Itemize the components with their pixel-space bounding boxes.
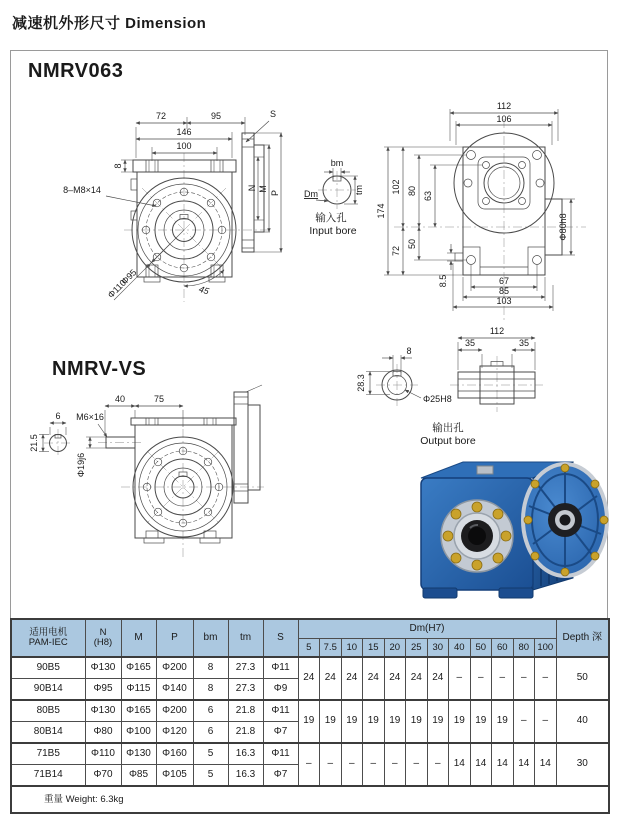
dim-95: 95 [210,111,222,121]
depth-40: 40 [556,700,609,743]
header-dm-h7: Dm(H7) [298,619,556,639]
weight-row [11,786,609,813]
thread-callout: M6×16 [76,412,104,422]
weight-note: 重量 Weight: 6.3kg [11,786,609,813]
dm-sub-60: 60 [492,639,514,658]
dim-8-key: 8 [406,346,412,356]
front-view-drawing [18,95,310,340]
label-dm: Dm [304,189,318,199]
depth-50: 50 [556,657,609,700]
dim-8: 8 [113,163,123,169]
dim-102: 102 [391,179,401,195]
header-bm: bm [193,619,228,657]
dm-sub-7-5: 7.5 [320,639,342,658]
table-row: 90B5 Φ130 Φ165 Φ200 8 27.3 Φ11 24 24 24 24 24 24 24 – – – – – 50 [11,657,609,679]
dim-35b: 35 [518,338,530,348]
table-row: 90B14 Φ95 Φ115 Φ140 8 27.3 Φ9 [11,679,609,701]
label-s: S [269,109,277,119]
output-bore-label-cn: 输出孔 [432,422,464,434]
dm-sub-25: 25 [406,639,428,658]
dim-72b: 72 [391,245,401,257]
vs-view-drawing [18,385,318,615]
dim-6: 6 [55,411,61,421]
dim-112: 112 [496,101,512,111]
dm-sub-50: 50 [470,639,492,658]
output-bore-drawing [328,328,613,453]
header-m: M [121,619,156,657]
bolt-callout: 8–M8×14 [63,185,101,195]
dim-67: 67 [498,276,510,286]
dim-174: 174 [376,203,386,219]
table-row: 71B5 Φ110 Φ130 Φ160 5 16.3 Φ11 – – – – – – – 14 14 14 14 14 30 [11,743,609,765]
side-view-drawing [300,95,610,345]
dm-sub-30: 30 [427,639,449,658]
model-name: NMRV063 [28,60,124,82]
input-bore-label-cn: 输入孔 [315,212,347,224]
header-p: P [156,619,193,657]
dm-sub-80: 80 [513,639,535,658]
dim-146: 146 [176,127,192,137]
dim-106: 106 [496,114,512,124]
vs-model-name: NMRV-VS [52,358,147,380]
dim-100: 100 [176,141,192,151]
dim-75: 75 [153,394,165,404]
dim-80: 80 [407,185,417,197]
header-tm: tm [228,619,263,657]
dim-63: 63 [423,190,433,202]
dm-sub-10: 10 [341,639,363,658]
label-n: N [247,184,257,192]
table-row: 71B14 Φ70 Φ85 Φ105 5 16.3 Φ7 [11,765,609,787]
dim-103: 103 [496,296,512,306]
dim-8-5: 8.5 [438,274,448,288]
table-row: 80B5 Φ130 Φ165 Φ200 6 21.8 Φ11 19 19 19 19 19 19 19 19 19 19 – – 40 [11,700,609,722]
output-bore-label-en: Output bore [420,435,476,447]
dia-25h8: Φ25H8 [423,394,452,404]
label-bm: bm [330,158,344,168]
spec-table [10,618,610,814]
input-bore-label-en: Input bore [309,225,357,237]
label-tm: tm [354,185,364,195]
dim-28-3: 28.3 [356,374,366,392]
dim-35a: 35 [464,338,476,348]
dm-sub-5: 5 [298,639,320,658]
header-pam-iec: 适用电机 PAM-IEC [11,619,85,657]
dm-sub-15: 15 [363,639,385,658]
dm-sub-100: 100 [535,639,557,658]
dia-19j6: Φ19j6 [76,452,86,478]
table-row: 80B14 Φ80 Φ100 Φ120 6 21.8 Φ7 [11,722,609,744]
header-depth: Depth 深 [556,619,609,657]
page-title: 减速机外形尺寸 Dimension [12,15,207,32]
header-s: S [263,619,298,657]
dim-40: 40 [114,394,126,404]
dim-72: 72 [155,111,167,121]
dm-sub-20: 20 [384,639,406,658]
dm-sub-40: 40 [449,639,471,658]
dia-110: Φ110 [105,277,129,301]
header-n: N (H8) [85,619,121,657]
product-photo [415,448,610,606]
dim-50: 50 [407,238,417,250]
dim-85: 85 [498,286,510,296]
depth-30: 30 [556,743,609,786]
dim-21-5: 21.5 [29,434,39,452]
dim-112-ob: 112 [489,326,505,336]
label-p: P [270,189,280,197]
dia-80h8: Φ80h8 [558,213,568,241]
label-m: M [258,185,268,193]
angle-45: 45 [197,283,211,297]
dia-95: Φ95 [119,267,139,287]
